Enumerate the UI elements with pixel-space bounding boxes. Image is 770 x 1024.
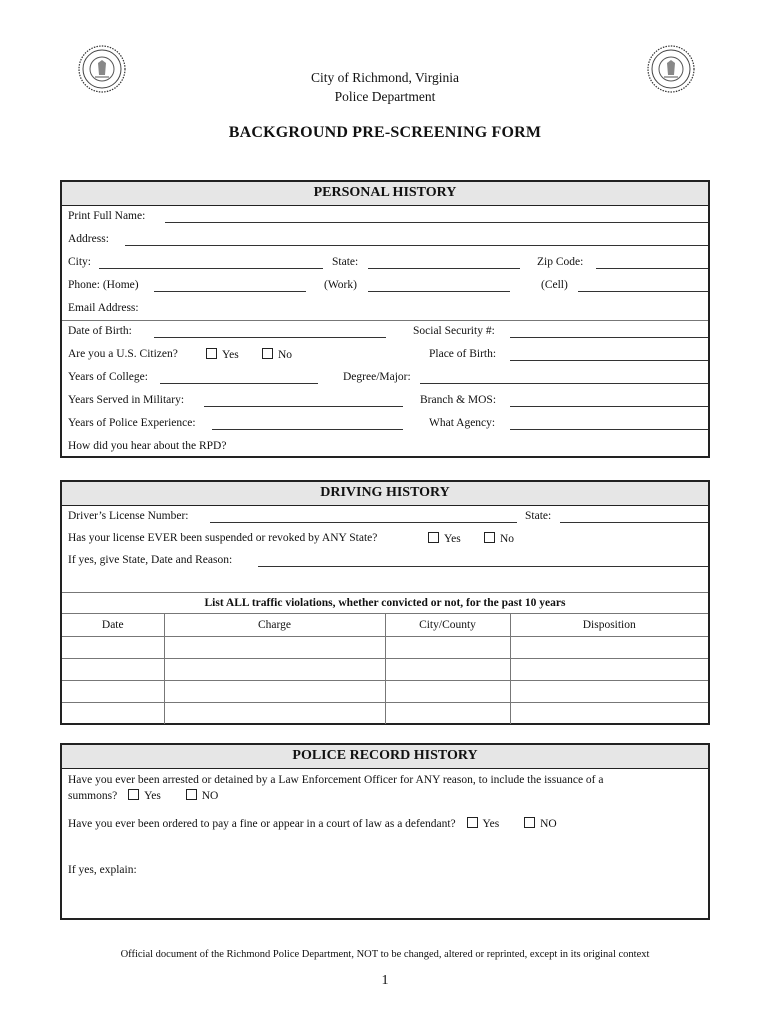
personal-history-heading: PERSONAL HISTORY (62, 182, 708, 206)
col-city-county: City/County (385, 614, 510, 636)
military-row (62, 390, 708, 413)
driving-history-heading: DRIVING HISTORY (62, 482, 708, 506)
full-name-field[interactable] (165, 222, 708, 223)
citizen-row (62, 344, 708, 367)
full-name-row (62, 206, 708, 229)
arrested-no-label: NO (201, 790, 219, 802)
citizen-no-label: No (278, 349, 293, 361)
college-field[interactable] (160, 383, 318, 384)
ssn-field[interactable] (510, 337, 708, 338)
fine-yes-option[interactable] (467, 816, 500, 832)
phone-row (62, 275, 708, 298)
arrested-yes-label: Yes (144, 790, 161, 802)
table-row (62, 702, 708, 724)
citizen-yes-option[interactable] (206, 348, 239, 361)
fine-yes-checkbox[interactable] (467, 817, 478, 828)
address-label: Address: (68, 233, 109, 245)
phone-work-field[interactable] (368, 291, 510, 292)
suspended-row (62, 528, 708, 550)
dob-field[interactable] (154, 337, 386, 338)
email-row (62, 298, 708, 321)
violations-heading: List ALL traffic violations, whether convicted or not, for the past 10 years (62, 592, 708, 614)
branch-label: Branch & MOS: (420, 394, 497, 406)
personal-history-section (60, 180, 710, 458)
state-field[interactable] (368, 268, 520, 269)
degree-label: Degree/Major: (343, 371, 411, 383)
zip-label: Zip Code: (537, 256, 584, 268)
col-date: Date (62, 614, 164, 636)
license-state-field[interactable] (560, 522, 708, 523)
military-field[interactable] (204, 406, 403, 407)
phone-home-label: Phone: (Home) (68, 279, 139, 291)
citizen-label: Are you a U.S. Citizen? (68, 348, 178, 360)
table-cell[interactable] (62, 658, 164, 680)
police-exp-row (62, 413, 708, 436)
table-cell[interactable] (62, 680, 164, 702)
table-cell[interactable] (164, 658, 385, 680)
header-city: City of Richmond, Virginia (311, 70, 459, 85)
suspended-yes-label: Yes (444, 533, 461, 545)
violations-table (62, 614, 708, 724)
if-yes-field[interactable] (258, 566, 708, 567)
phone-home-field[interactable] (154, 291, 306, 292)
table-cell[interactable] (62, 636, 164, 658)
table-cell[interactable] (385, 658, 510, 680)
license-label: Driver’s License Number: (68, 510, 189, 522)
citizen-yes-label: Yes (222, 349, 239, 361)
arrested-yes-option[interactable] (128, 788, 161, 804)
suspended-label: Has your license EVER been suspended or revoked by ANY State? (68, 532, 378, 544)
police-exp-label: Years of Police Experience: (68, 417, 196, 429)
col-disposition: Disposition (510, 614, 708, 636)
military-label: Years Served in Military: (68, 394, 185, 406)
address-field[interactable] (125, 245, 708, 246)
table-cell[interactable] (164, 702, 385, 724)
table-cell[interactable] (510, 658, 708, 680)
phone-cell-label: (Cell) (541, 279, 568, 291)
city-row (62, 252, 708, 275)
dob-row (62, 321, 708, 344)
police-record-section (60, 743, 710, 920)
agency-label: What Agency: (429, 417, 496, 429)
city-seal-left (77, 44, 127, 94)
birthplace-field[interactable] (510, 360, 708, 361)
table-row (62, 636, 708, 658)
fine-yes-label: Yes (482, 818, 500, 830)
dob-label: Date of Birth: (68, 325, 132, 337)
arrested-question-summons: summons? (68, 790, 118, 802)
explain-label: If yes, explain: (68, 864, 137, 876)
suspended-yes-option[interactable] (428, 532, 461, 545)
table-cell[interactable] (510, 636, 708, 658)
if-yes-extra-line[interactable] (62, 572, 708, 592)
license-field[interactable] (210, 522, 517, 523)
police-exp-field[interactable] (212, 429, 403, 430)
fine-no-option[interactable] (524, 816, 557, 832)
driving-history-section (60, 480, 710, 725)
phone-work-label: (Work) (324, 279, 357, 291)
email-label: Email Address: (68, 302, 139, 314)
branch-field[interactable] (510, 406, 708, 407)
phone-cell-field[interactable] (578, 291, 708, 292)
table-cell[interactable] (62, 702, 164, 724)
table-cell[interactable] (164, 636, 385, 658)
degree-field[interactable] (420, 383, 708, 384)
col-charge: Charge (164, 614, 385, 636)
table-row (62, 658, 708, 680)
city-seal-right (646, 44, 696, 94)
header-department: Police Department (334, 89, 436, 104)
arrested-question (68, 772, 702, 804)
license-state-label: State: (525, 510, 552, 522)
arrested-no-option[interactable] (186, 788, 219, 804)
city-label: City: (68, 256, 92, 268)
college-row (62, 367, 708, 390)
arrested-no-checkbox[interactable] (186, 789, 197, 800)
table-cell[interactable] (385, 702, 510, 724)
suspended-yes-checkbox[interactable] (428, 532, 439, 543)
police-record-heading: POLICE RECORD HISTORY (62, 745, 708, 769)
table-cell[interactable] (385, 680, 510, 702)
page-number: 1 (381, 973, 389, 988)
fine-question-text: Have you ever been ordered to pay a fine or appear in a court of law as a defendant? (68, 818, 456, 830)
if-yes-label: If yes, give State, Date and Reason: (68, 554, 233, 566)
suspended-no-label: No (500, 533, 515, 545)
full-name-label: Print Full Name: (68, 210, 146, 222)
table-row (62, 680, 708, 702)
zip-field[interactable] (596, 268, 708, 269)
fine-no-label: NO (540, 818, 557, 830)
arrested-question-line2 (68, 788, 702, 804)
footer-notice: Official document of the Richmond Police Department, NOT to be changed, altered or reprinted, except in its original context (120, 949, 650, 960)
if-yes-row (62, 550, 708, 572)
fine-question (68, 816, 702, 832)
table-cell[interactable] (164, 680, 385, 702)
city-field[interactable] (99, 268, 323, 269)
table-cell[interactable] (510, 680, 708, 702)
arrested-yes-checkbox[interactable] (128, 789, 139, 800)
table-cell[interactable] (385, 636, 510, 658)
citizen-no-checkbox[interactable] (262, 348, 273, 359)
form-title: BACKGROUND PRE-SCREENING FORM (228, 124, 542, 141)
address-row (62, 229, 708, 252)
hear-about-row (62, 436, 708, 459)
state-label: State: (332, 256, 359, 268)
table-cell[interactable] (510, 702, 708, 724)
arrested-question-line1: Have you ever been arrested or detained by a Law Enforcement Officer for ANY reason, to include the issuance of a (68, 774, 604, 786)
suspended-no-option[interactable] (484, 532, 514, 545)
agency-field[interactable] (510, 429, 708, 430)
ssn-label: Social Security #: (413, 325, 495, 337)
suspended-no-checkbox[interactable] (484, 532, 495, 543)
citizen-yes-checkbox[interactable] (206, 348, 217, 359)
hear-about-label: How did you hear about the RPD? (68, 440, 227, 452)
birthplace-label: Place of Birth: (429, 348, 497, 360)
college-label: Years of College: (68, 371, 148, 383)
citizen-no-option[interactable] (262, 348, 292, 361)
fine-no-checkbox[interactable] (524, 817, 535, 828)
violations-header-row (62, 614, 708, 636)
license-row (62, 506, 708, 528)
